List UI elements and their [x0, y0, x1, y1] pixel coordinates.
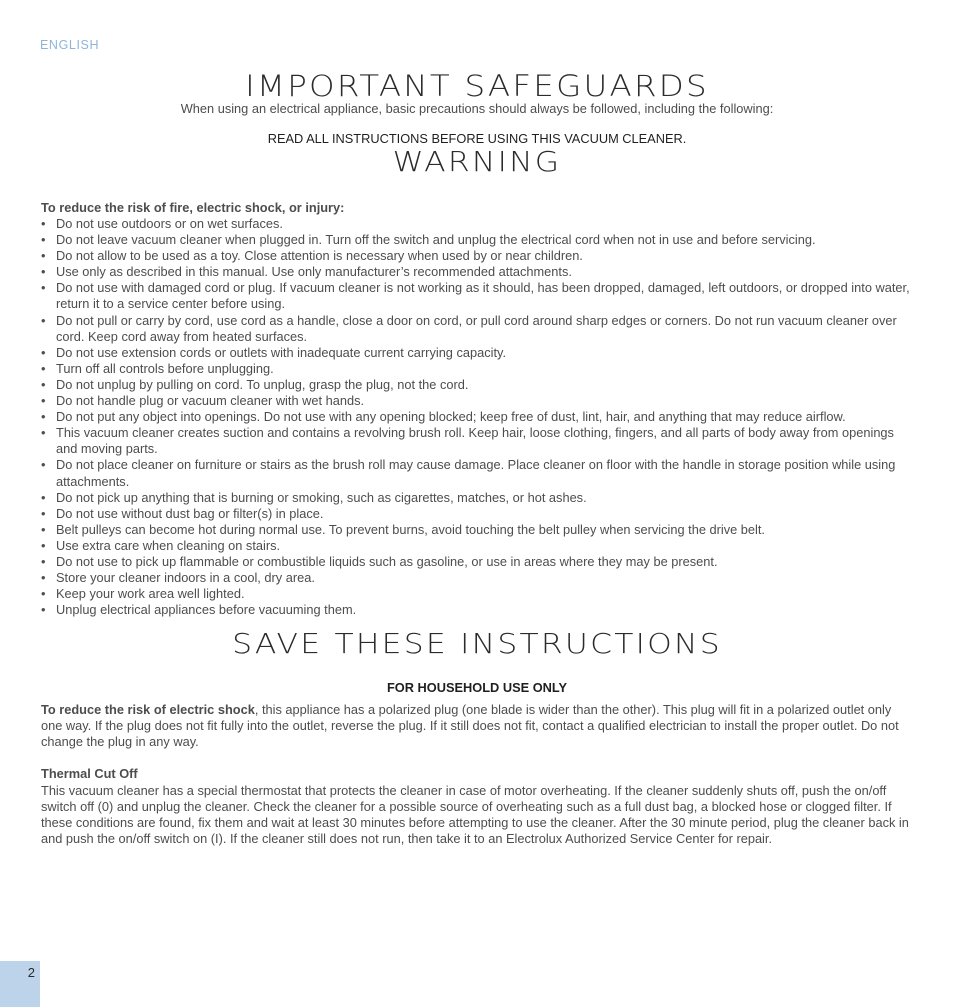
list-item — [41, 554, 916, 570]
page-number: 2 — [27, 965, 35, 980]
list-item-text: Use extra care when cleaning on stairs. — [56, 537, 281, 553]
thermal-cutoff-paragraph: This vacuum cleaner has a special thermostat that protects the cleaner in case of motor overheating. If the cleaner suddenly shuts off, push the on/off switch off (0) and unplug the cleaner. Check the cleaner for a possible source of overheating such as a full dust bag, a blocked hose or clogged filter. If these conditions are found, fix them and wait at least 30 minutes before attempting to use the cleaner. After the 30 minute period, plug the cleaner back in and push the on/off switch on (I). If the cleaner still does not run, then take it to an Electrolux Authorized Service Center for repair. — [41, 783, 909, 847]
bullet-icon: • — [41, 393, 46, 409]
bullet-icon: • — [41, 586, 46, 602]
list-item-text: Do not use extension cords or outlets with inadequate current carrying capacity. — [56, 344, 507, 360]
list-item — [41, 377, 916, 393]
bullet-icon: • — [41, 505, 46, 521]
list-item — [41, 216, 916, 232]
list-item-text: Do not allow to be used as a toy. Close attention is necessary when used by or near children. — [56, 248, 583, 264]
list-item — [41, 313, 916, 345]
list-item-text: Do not handle plug or vacuum cleaner with wet hands. — [56, 393, 365, 409]
bullet-icon: • — [41, 264, 46, 280]
list-item-text: Do not use to pick up flammable or combustible liquids such as gasoline, or use in areas where they may be present. — [56, 553, 718, 569]
list-item — [41, 425, 916, 457]
household-use-heading: FOR HOUSEHOLD USE ONLY — [386, 680, 568, 695]
list-item — [41, 361, 916, 377]
list-item — [41, 409, 916, 425]
list-item-text: Do not leave vacuum cleaner when plugged in. Turn off the switch and unplug the electrical cord when not in use and before servicing. — [56, 232, 816, 248]
list-item-text: Do not place cleaner on furniture or stairs as the brush roll may cause damage. Place cleaner on floor with the handle in storage position while using attachments. — [56, 457, 896, 489]
bullet-icon: • — [41, 425, 46, 441]
safeguards-intro: When using an electrical appliance, basic precautions should always be followed, including the following: — [180, 101, 774, 116]
list-item-text: Use only as described in this manual. Use only manufacturer’s recommended attachments. — [56, 264, 572, 280]
language-label: ENGLISH — [40, 38, 100, 52]
risk-heading: To reduce the risk of fire, electric shock, or injury: — [41, 200, 345, 215]
bullet-icon: • — [41, 216, 46, 231]
list-item — [41, 506, 916, 522]
list-item — [41, 586, 916, 602]
bullet-icon: • — [41, 312, 46, 328]
bullet-icon: • — [41, 521, 46, 537]
bullet-icon: • — [41, 280, 46, 296]
list-item — [41, 538, 916, 554]
page-number-tab — [0, 961, 40, 1007]
list-item-text: Do not put any object into openings. Do not use with any opening blocked; keep free of dust, lint, hair, and anything that may reduce airflow. — [56, 409, 846, 425]
list-item-text: Store your cleaner indoors in a cool, dry area. — [56, 570, 315, 586]
bullet-icon: • — [41, 537, 46, 553]
bullet-icon: • — [41, 376, 46, 392]
list-item-text: Do not use outdoors or on wet surfaces. — [56, 216, 283, 231]
read-all-instructions: READ ALL INSTRUCTIONS BEFORE USING THIS VACUUM CLEANER. — [267, 131, 687, 146]
safeguards-title: IMPORTANT SAFEGUARDS — [245, 69, 709, 103]
bullet-icon: • — [41, 409, 46, 425]
list-item-text: Do not use with damaged cord or plug. If vacuum cleaner is not working as it should, has been dropped, damaged, left outdoors, or dropped into water, return it to a service center before using. — [56, 280, 910, 312]
polarized-plug-text: , this appliance has a polarized plug (one blade is wider than the other). This plug will fit in a polarized outlet only one way. If the plug does not fit fully into the outlet, reverse the plug. If it still does not fit, contact a qualified electrician to install the proper outlet. Do not change the plug in any way. — [41, 702, 899, 750]
list-item — [41, 280, 916, 312]
list-item — [41, 232, 916, 248]
bullet-icon: • — [41, 489, 46, 505]
bullet-icon: • — [41, 553, 46, 569]
list-item — [41, 570, 916, 586]
list-item — [41, 393, 916, 409]
list-item-text: Do not pick up anything that is burning or smoking, such as cigarettes, matches, or hot ashes. — [56, 489, 587, 505]
list-item — [41, 457, 916, 489]
list-item-text: This vacuum cleaner creates suction and contains a revolving brush roll. Keep hair, loose clothing, fingers, and all parts of body away from openings and moving parts. — [56, 425, 894, 457]
bullet-icon: • — [41, 360, 46, 376]
list-item — [41, 345, 916, 361]
bullet-icon: • — [41, 248, 46, 264]
list-item — [41, 490, 916, 506]
bullet-icon: • — [41, 570, 46, 586]
list-item-text: Unplug electrical appliances before vacuuming them. — [56, 602, 357, 618]
polarized-plug-paragraph — [41, 702, 916, 750]
bullet-icon: • — [41, 457, 46, 473]
bullet-icon: • — [41, 602, 46, 618]
list-item-text: Do not unplug by pulling on cord. To unplug, grasp the plug, not the cord. — [56, 376, 469, 392]
list-item — [41, 602, 916, 618]
list-item-text: Keep your work area well lighted. — [56, 586, 245, 602]
safeguards-list — [41, 216, 916, 618]
bullet-icon: • — [41, 344, 46, 360]
list-item — [41, 264, 916, 280]
list-item-text: Do not use without dust bag or filter(s) in place. — [56, 505, 324, 521]
list-item-text: Belt pulleys can become hot during normal use. To prevent burns, avoid touching the belt pulley when servicing the drive belt. — [56, 521, 765, 537]
list-item-text: Do not pull or carry by cord, use cord as a handle, close a door on cord, or pull cord around sharp edges or corners. Do not run vacuum cleaner over cord. Keep cord away from heated surfaces. — [56, 312, 897, 344]
warning-title: WARNING — [392, 145, 562, 178]
list-item-text: Turn off all controls before unplugging. — [56, 360, 274, 376]
bullet-icon: • — [41, 232, 46, 248]
save-instructions-title: SAVE THESE INSTRUCTIONS — [232, 627, 722, 660]
list-item — [41, 248, 916, 264]
list-item — [41, 522, 916, 538]
electric-shock-lead: To reduce the risk of electric shock — [41, 702, 255, 717]
thermal-cutoff-heading: Thermal Cut Off — [41, 766, 138, 781]
